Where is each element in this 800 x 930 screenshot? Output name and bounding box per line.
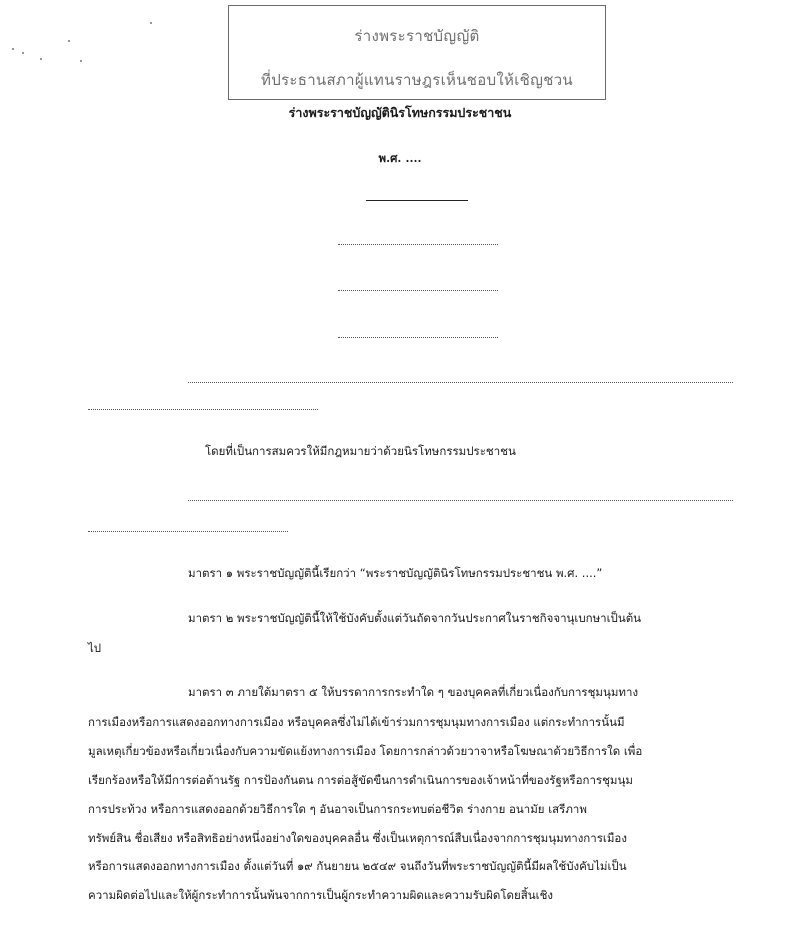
preamble-text: โดยที่เป็นการสมควรให้มีกฎหมายว่าด้วยนิรโทษกรรมประชาชน — [205, 444, 516, 458]
dotted-line — [338, 290, 498, 291]
section-3-line: ความผิดต่อไปและให้ผู้กระทำการนั้นพ้นจากการเป็นผู้กระทำความผิดและความรับผิดโดยสิ้นเชิง — [88, 888, 553, 902]
section-3-line: เรียกร้องหรือให้มีการต่อต้านรัฐ การป้องกันตน การต่อสู้ขัดขืนการดำเนินการของเจ้าหน้าที่ของรัฐหรือการชุมนุม — [88, 773, 633, 787]
section-3-line: หรือการแสดงออกทางการเมือง ตั้งแต่วันที่ ๑๙ กันยายน ๒๕๔๙ จนถึงวันที่พระราชบัญญัตินี้มีผลใช้บังคับไม่เป็น — [88, 859, 627, 873]
dotted-line — [88, 409, 318, 410]
dotted-line — [188, 500, 733, 501]
scan-speck — [68, 40, 70, 42]
section-2-line-1: มาตรา ๒ พระราชบัญญัตินี้ให้ใช้บังคับตั้งแต่วันถัดจากวันประกาศในราชกิจจานุเบกษาเป็นต้น — [188, 611, 642, 625]
scan-speck — [150, 22, 152, 24]
dotted-line — [338, 337, 498, 338]
section-1: มาตรา ๑ พระราชบัญญัตินี้เรียกว่า “พระราชบัญญัตินิรโทษกรรมประชาชน พ.ศ. ....” — [188, 566, 603, 580]
section-3-line: มูลเหตุเกี่ยวข้องหรือเกี่ยวเนื่องกับความขัดแย้งทางการเมือง โดยการกล่าวด้วยวาจาหรือโฆษณาด้วยวิธีการใด เพื่อ — [88, 744, 643, 758]
draft-stamp-box — [228, 5, 606, 100]
bill-year: พ.ศ. .... — [378, 151, 422, 165]
scan-speck — [40, 58, 42, 60]
scan-speck — [80, 60, 82, 62]
section-2-line-2: ไป — [88, 641, 102, 655]
dotted-line — [188, 382, 733, 383]
section-3-line: การเมืองหรือการแสดงออกทางการเมือง หรือบุคคลซึ่งไม่ได้เข้าร่วมการชุมนุมทางการเมือง แต่กระทำการนั้นมี — [88, 715, 625, 729]
bill-title: ร่างพระราชบัญญัตินิรโทษกรรมประชาชน — [288, 105, 512, 120]
title-rule — [366, 200, 468, 201]
dotted-line — [338, 244, 498, 245]
scan-speck — [12, 48, 14, 50]
stamp-line-2: ที่ประธานสภาผู้แทนราษฎรเห็นชอบให้เชิญชวน — [261, 71, 573, 89]
scan-speck — [22, 52, 24, 54]
dotted-line — [88, 531, 288, 532]
section-3-line: การประท้วง หรือการแสดงออกด้วยวิธีการใด ๆ อันอาจเป็นการกระทบต่อชีวิต ร่างกาย อนามัย เสรีภาพ — [88, 802, 587, 816]
section-3-line-1: มาตรา ๓ ภายใต้มาตรา ๕ ให้บรรดาการกระทำใด ๆ ของบุคคลที่เกี่ยวเนื่องกับการชุมนุมทาง — [188, 685, 639, 699]
section-3-line: ทรัพย์สิน ชื่อเสียง หรือสิทธิอย่างหนึ่งอย่างใดของบุคคลอื่น ซึ่งเป็นเหตุการณ์สืบเนื่องจากการชุมนุมทางการเมือง — [88, 831, 627, 845]
stamp-line-1: ร่างพระราชบัญญัติ — [354, 27, 480, 45]
